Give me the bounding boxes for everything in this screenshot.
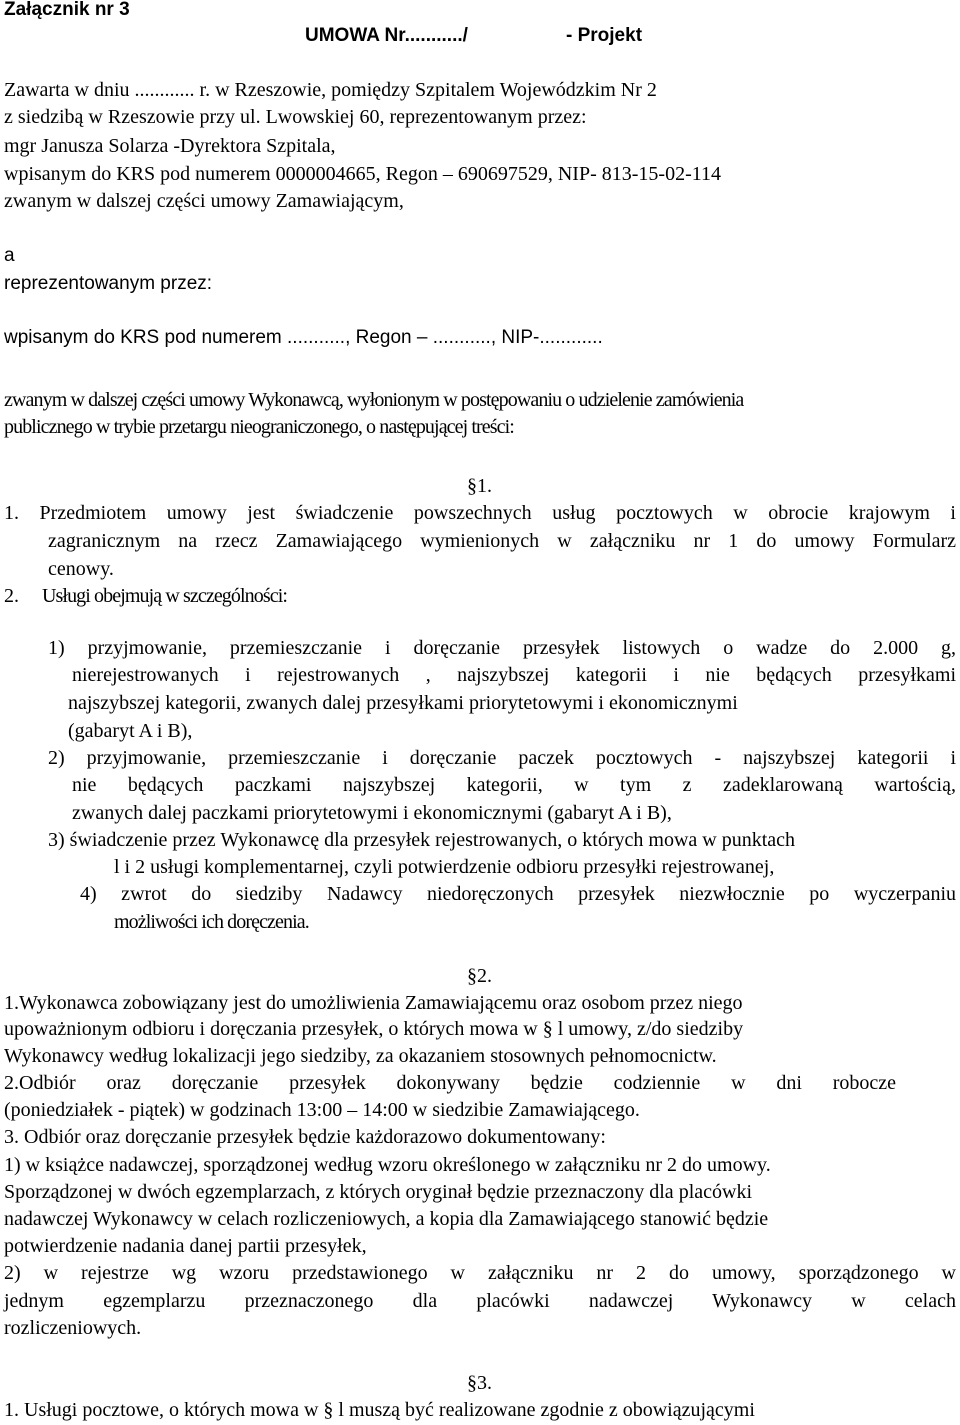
list-item-line: 1) przyjmowanie, przemieszczanie i doręczanie przesyłek listowych o wadze do 2.000 g, (48, 637, 956, 659)
paragraph-line: jednym egzemplarzu przeznaczonego dla placówki nadawczej Wykonawcy w celach (4, 1290, 956, 1312)
list-item-line: najszybszej kategorii, zwanych dalej przesyłkami priorytetowymi i ekonomicznymi (68, 692, 738, 714)
section-heading: §2. (467, 965, 492, 987)
paragraph-line: zagranicznym na rzecz Zamawiającego wymienionych w załączniku nr 1 do umowy Formularz (48, 530, 956, 552)
intro-line: a (4, 245, 15, 266)
list-number: 2. (4, 585, 19, 607)
list-item-line: nie będących paczkami najszybszej kategorii, w tym z zadeklarowaną wartością, (72, 774, 956, 796)
list-item-line: nierejestrowanych i rejestrowanych , najszybszej kategorii i nie będących przesyłkami (72, 664, 956, 686)
paragraph-line: (poniedziałek - piątek) w godzinach 13:00 – 14:00 w siedzibie Zamawiającego. (4, 1099, 640, 1121)
paragraph-line: 1. Usługi pocztowe, o których mowa w § l muszą być realizowane zgodnie z obowiązującymi (4, 1399, 755, 1421)
intro-line: Zawarta w dniu ............ r. w Rzeszowie, pomiędzy Szpitalem Wojewódzkim Nr 2 (4, 79, 657, 101)
list-item-line: 3) świadczenie przez Wykonawcę dla przesyłek rejestrowanych, o których mowa w punktach (48, 829, 796, 851)
intro-line: publicznego w trybie przetargu nieograniczonego, o następującej treści: (4, 416, 514, 438)
paragraph-line: Usługi obejmują w szczególności: (42, 585, 288, 607)
paragraph-line: cenowy. (48, 558, 114, 580)
paragraph-line: 2.Odbiór oraz doręczanie przesyłek dokonywany będzie codziennie w dni robocze (4, 1072, 896, 1094)
paragraph-line: rozliczeniowych. (4, 1317, 142, 1339)
list-item-line: 4) zwrot do siedziby Nadawcy niedoręczonych przesyłek niezwłocznie po wyczerpaniu (80, 883, 956, 905)
list-item-line: (gabaryt A i B), (68, 720, 193, 742)
section-heading: §1. (467, 475, 492, 497)
intro-line: zwanym w dalszej części umowy Wykonawcą, wyłonionym w postępowaniu o udzielenie zamówienia (4, 389, 744, 411)
contract-title: UMOWA Nr.........../ (305, 25, 468, 46)
paragraph-line: 1.Wykonawca zobowiązany jest do umożliwienia Zamawiającemu oraz osobom przez niego (4, 992, 743, 1014)
paragraph-line: Sporządzonej w dwóch egzemplarzach, z których oryginał będzie przeznaczony dla placówki (4, 1181, 752, 1203)
paragraph-line: potwierdzenie nadania danej partii przesyłek, (4, 1235, 367, 1257)
intro-line: z siedzibą w Rzeszowie przy ul. Lwowskiej 60, reprezentowanym przez: (4, 106, 587, 128)
attachment-label: Załącznik nr 3 (4, 0, 130, 20)
intro-line: mgr Janusza Solarza -Dyrektora Szpitala, (4, 135, 336, 157)
paragraph-line: 2) w rejestrze wg wzoru przedstawionego w załączniku nr 2 do umowy, sporządzonego w (4, 1262, 956, 1284)
intro-line: reprezentowanym przez: (4, 273, 213, 294)
paragraph-line: 3. Odbiór oraz doręczanie przesyłek będzie każdorazowo dokumentowany: (4, 1126, 606, 1148)
section-heading: §3. (467, 1372, 492, 1394)
paragraph-line: nadawczej Wykonawcy w celach rozliczeniowych, a kopia dla Zamawiającego stanowić będzie (4, 1208, 769, 1230)
paragraph-line: upoważnionym odbioru i doręczania przesyłek, o których mowa w § l umowy, z/do siedziby (4, 1018, 744, 1040)
list-item-line: l i 2 usługi komplementarnej, czyli potwierdzenie odbioru przesyłki rejestrowanej, (114, 856, 775, 878)
draft-label: - Projekt (566, 25, 643, 46)
intro-line: wpisanym do KRS pod numerem 0000004665, Regon – 690697529, NIP- 813-15-02-114 (4, 163, 721, 185)
paragraph-line: 1. Przedmiotem umowy jest świadczenie powszechnych usług pocztowych w obrocie krajowym i (4, 502, 956, 524)
list-item-line: możliwości ich doręczenia. (114, 911, 309, 933)
list-item-line: zwanych dalej paczkami priorytetowymi i ekonomicznymi (gabaryt A i B), (72, 802, 672, 824)
list-item-line: 2) przyjmowanie, przemieszczanie i doręczanie paczek pocztowych - najszybszej kategorii i (48, 747, 956, 769)
paragraph-line: Wykonawcy według lokalizacji jego siedziby, za okazaniem stosownych pełnomocnictw. (4, 1045, 717, 1067)
intro-line: wpisanym do KRS pod numerem ..........., Regon – ..........., NIP-............ (4, 327, 603, 348)
intro-line: zwanym w dalszej części umowy Zamawiającym, (4, 190, 404, 212)
paragraph-line: 1) w książce nadawczej, sporządzonej według wzoru określonego w załączniku nr 2 do umowy. (4, 1154, 771, 1176)
